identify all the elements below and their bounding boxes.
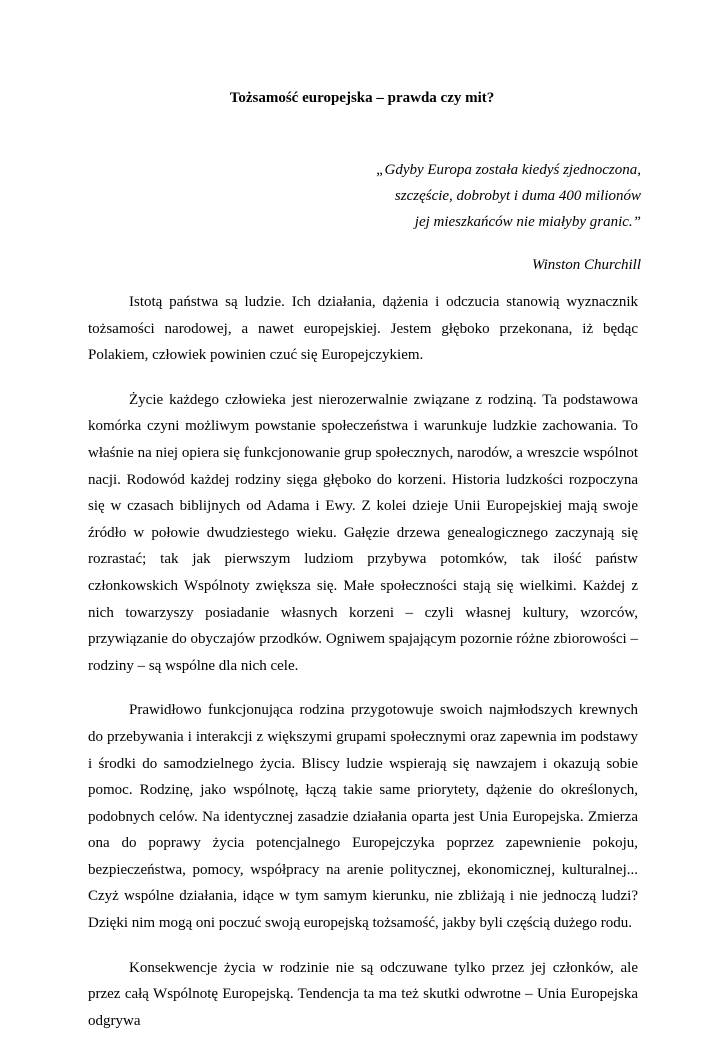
document-body bbox=[88, 289, 638, 1052]
epigraph bbox=[376, 157, 641, 278]
epigraph-line: jej mieszkańców nie miałyby granic.” bbox=[414, 214, 641, 230]
paragraph: Konsekwencje życia w rodzinie nie są odczuwane tylko przez jej członków, ale przez całą Wspólnotę Europejską. Tendencja ta ma też skutki odwrotne – Unia Europejska odgrywa bbox=[88, 959, 638, 1029]
paragraph: Życie każdego człowieka jest nierozerwalnie związane z rodziną. Ta podstawowa komórka czyni możliwym powstanie społeczeństwa i warunkuje ludzkie zachowania. To właśnie na niej opiera się funkcjonowanie grup społecznych, narodów, a wreszcie wspólnot nacji. Rodowód każdej rodziny sięga głęboko do korzeni. Historia ludzkości rozpoczyna się w czasach biblijnych od Adama i Ewy. Z kolei dzieje Unii Europejskiej mają swoje źródło w połowie dwudziestego wieku. Gałęzie drzewa genealogicznego zaczynają się rozrastać; tak jak pierwszym ludziom przybywa potomków, tak ilość państw członkowskich Wspólnoty zwiększa się. Małe społeczności stają się wielkimi. Każdej z nich towarzyszy posiadanie własnych korzeni – czyli własnej kultury, wzorców, przywiązanie do obyczajów przodków. Ogniwem spajającym pozornie różne zbiorowości – rodziny – są wspólne dla nich cele. bbox=[88, 391, 638, 674]
epigraph-author: Winston Churchill bbox=[531, 257, 641, 273]
document-title: Tożsamość europejska – prawda czy mit? bbox=[229, 90, 495, 106]
paragraph: Prawidłowo funkcjonująca rodzina przygotowuje swoich najmłodszych krewnych do przebywania i interakcji z większymi grupami społecznymi oraz zapewnia im podstawy i środki do samodzielnego życia. Bliscy ludzie wspierają się nawzajem i okazują sobie pomoc. Rodzinę, jako wspólnotę, łączą takie same priorytety, dążenie do określonych, podobnych celów. Na identycznej zasadzie działania oparta jest Unia Europejska. Zmierza ona do poprawy życia potencjalnego Europejczyka poprzez zapewnienie pokoju, bezpieczeństwa, pomocy, współpracy na arenie politycznej, ekonomicznej, kulturalnej... Czyż wspólne działania, idące w tym samym kierunku, nie zbliżają i nie jednoczą ludzi? Dzięki nim mogą oni poczuć swoją europejską tożsamość, jakby byli częścią dużego rodu. bbox=[88, 702, 638, 932]
epigraph-line: szczęście, dobrobyt i duma 400 milionów bbox=[394, 188, 641, 204]
paragraph: Istotą państwa są ludzie. Ich działania, dążenia i odczucia stanowią wyznacznik tożsamości narodowej, a nawet europejskiej. Jestem głęboko przekonana, iż będąc Polakiem, człowiek powinien czuć się Europejczykiem. bbox=[88, 294, 638, 364]
epigraph-line: „Gdyby Europa została kiedyś zjednoczona, bbox=[376, 162, 641, 178]
